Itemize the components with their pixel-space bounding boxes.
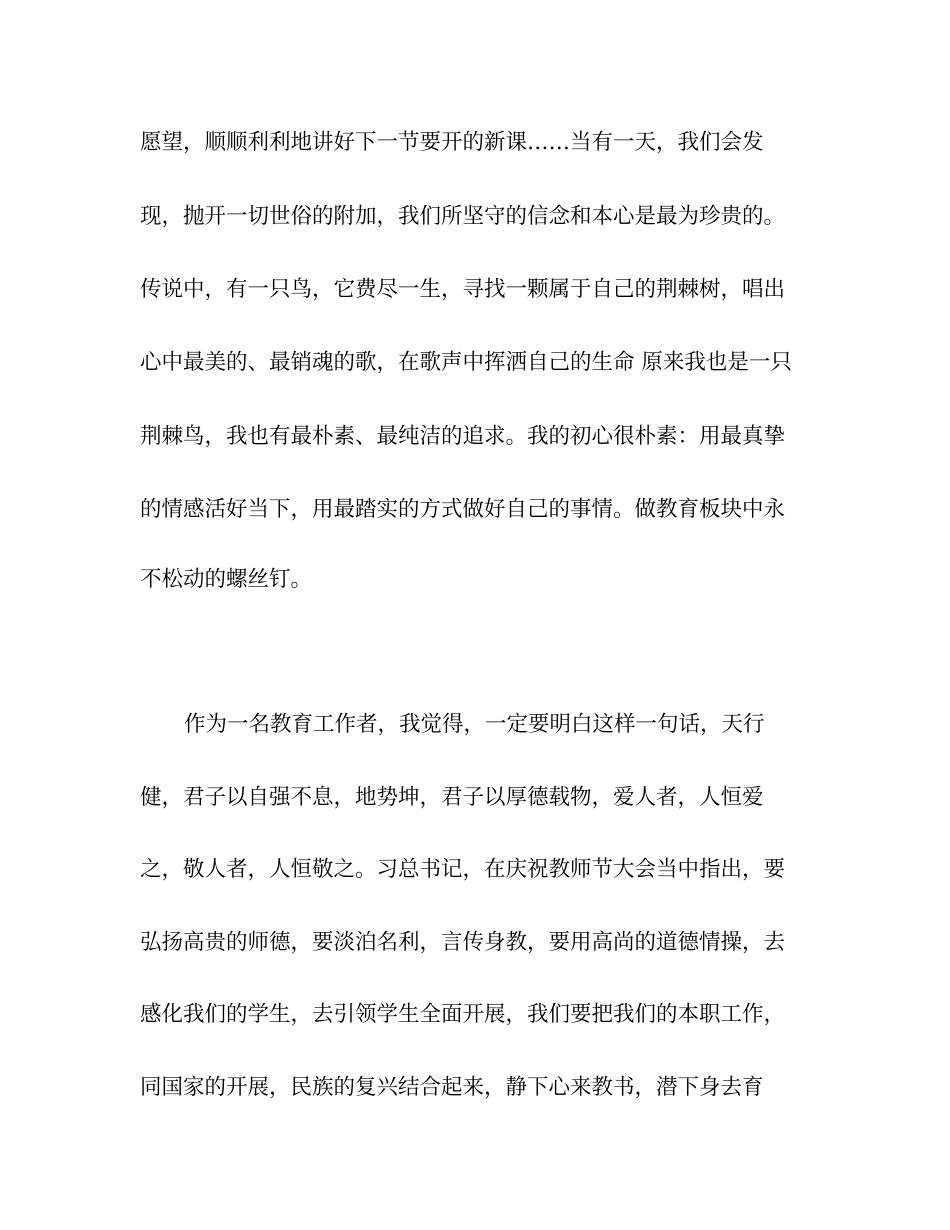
text-line: 荆棘鸟，我也有最朴素、最纯洁的追求。我的初心很朴素：用最真挚: [140, 424, 786, 449]
text-line: 感化我们的学生，去引领学生全面开展，我们要把我们的本职工作，: [140, 1002, 786, 1027]
text-line: 心中最美的、最销魂的歌，在歌声中挥洒自己的生命 原来我也是一只: [140, 350, 792, 375]
text-line: 愿望，顺顺利利地讲好下一节要开的新课……当有一天，我们会发: [140, 130, 764, 155]
text-line: 现，抛开一切世俗的附加，我们所坚守的信念和本心是最为珍贵的。: [140, 204, 786, 229]
text-line: 传说中，有一只鸟，它费尽一生，寻找一颗属于自己的荆棘树，唱出: [140, 277, 786, 302]
text-line: 弘扬高贵的师德，要淡泊名利，言传身教，要用高尚的道德情操，去: [140, 930, 786, 955]
text-line: 的情感活好当下，用最踏实的方式做好自己的事情。做教育板块中永: [140, 497, 786, 522]
text-line: 健，君子以自强不息，地势坤，君子以厚德载物，爱人者，人恒爱: [140, 785, 764, 810]
text-line: 之，敬人者，人恒敬之。习总书记，在庆祝教师节大会当中指出，要: [140, 857, 786, 882]
text-line: 同国家的开展，民族的复兴结合起来，静下心来教书，潜下身去育: [140, 1075, 764, 1100]
text-line: 作为一名教育工作者，我觉得，一定要明白这样一句话，天行: [184, 712, 765, 737]
text-line: 不松动的螺丝钉。: [140, 567, 313, 592]
